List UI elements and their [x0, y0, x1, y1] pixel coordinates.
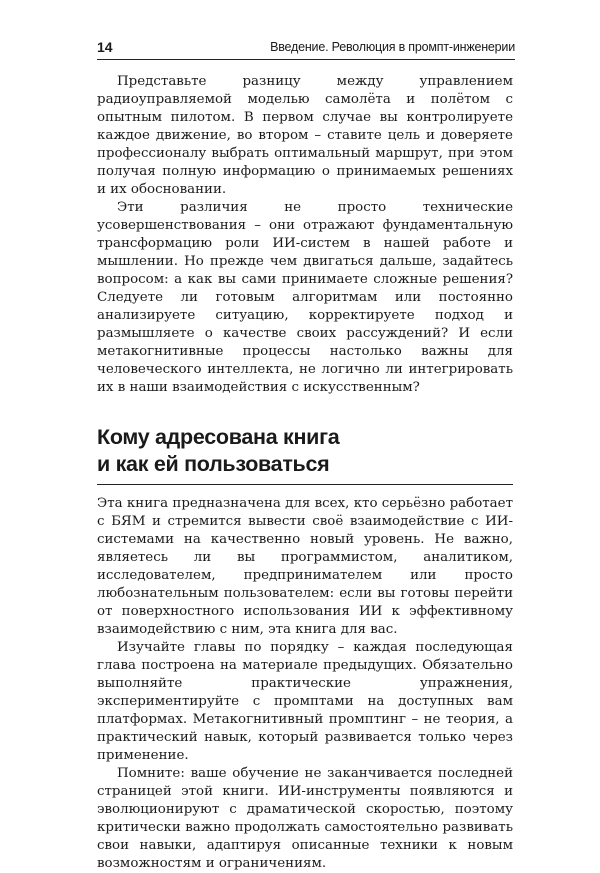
- running-title: Введение. Революция в промпт-инженерии: [270, 40, 515, 54]
- paragraph: Эта книга предназначена для всех, кто серьёзно работает с БЯМ и стремится вывести своё взаимодействие с ИИ-системами на качественно новый уровень. Не важно, являетесь ли вы программистом, аналитиком, исследователем, предпринимателем или просто любознательным пользователем: если вы готовы перейти от поверхностного использования ИИ к эффективному взаимодействию с ним, эта книга для вас.: [97, 496, 513, 637]
- section-heading-line-2: и как ей пользоваться: [97, 452, 330, 476]
- paragraph: Помните: ваше обучение не заканчивается последней страницей этой книги. ИИ-инструменты появляются и эволюционируют с драматической скоростью, поэтому критически важно продолжать самостоятельно развивать свои навыки, адаптируя описанные техники к новым возможностям и ограничениям.: [97, 766, 513, 871]
- section-heading-line-1: Кому адресована книга: [97, 425, 340, 449]
- paragraph: Изучайте главы по порядку – каждая последующая глава построена на материале предыдущих. Обязательно выполняйте практические упражнения, экспериментируйте с промптами на доступных вам платформах. Метакогнитивный промптинг – не теория, а практический навык, который развивается только через применение.: [97, 640, 513, 763]
- paragraph: Эти различия не просто технические усовершенствования – они отражают фундаментальную трансформацию роли ИИ-систем в нашей работе и мышлении. Но прежде чем двигаться дальше, задайтесь вопросом: а как вы сами принимаете сложные решения? Следуете ли готовым алгоритмам или постоянно анализируете ситуацию, корректируете подход и размышляете о качестве своих рассуждений? И если метакогнитивные процессы настолько важны для человеческого интеллекта, не логично ли интегрировать их в наши взаимодействия с искусственным?: [97, 200, 513, 395]
- text-body: [97, 73, 513, 873]
- running-header: [97, 37, 515, 60]
- section-heading: [97, 424, 513, 485]
- page-number: 14: [97, 39, 113, 55]
- paragraph: Представьте разницу между управлением радиоуправляемой моделью самолёта и полётом с опытным пилотом. В первом случае вы контролируете каждое движение, во втором – ставите цель и доверяете профессионалу выбрать оптимальный маршрут, при этом получая полную информацию о принимаемых решениях и их обосновании.: [97, 74, 513, 197]
